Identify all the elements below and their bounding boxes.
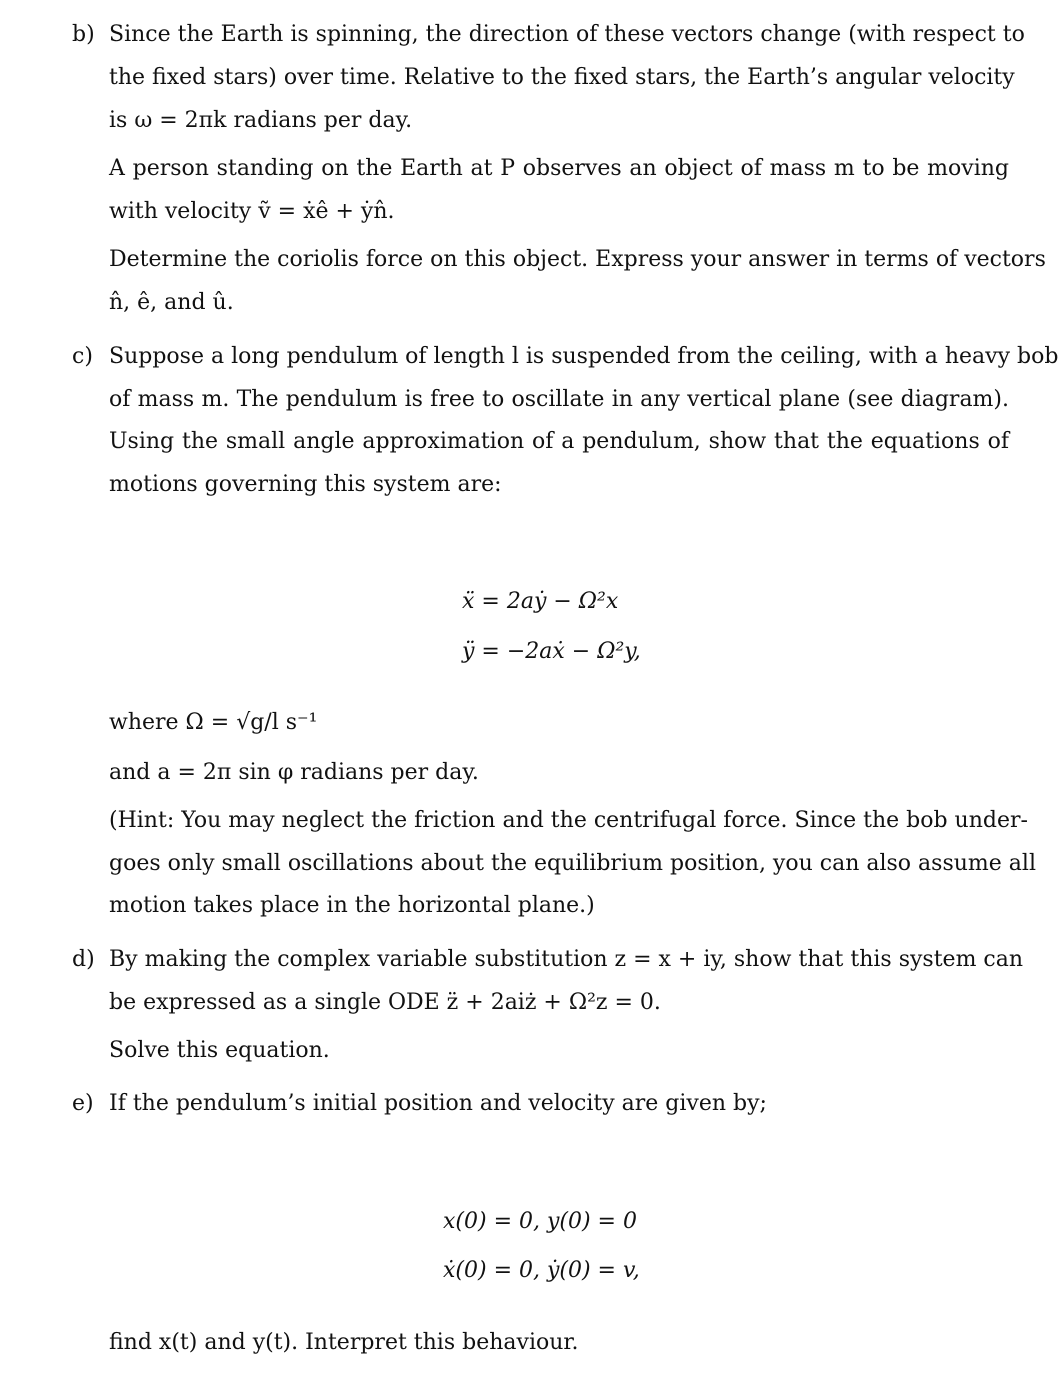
- part-b-text-line-3: is ω = 2πk radians per day.: [109, 108, 413, 133]
- part-b-observer-line-2: with velocity ṽ = ẋê + ẏn̂.: [109, 199, 395, 224]
- omega-definition: where Ω = √g/l s⁻¹: [109, 710, 318, 735]
- part-c-label: c): [72, 344, 93, 369]
- part-b-label: b): [72, 22, 95, 47]
- part-e-text: If the pendulum’s initial position and velocity are given by;: [109, 1091, 767, 1116]
- initial-velocity-conditions: ẋ(0) = 0, ẏ(0) = v,: [443, 1258, 640, 1283]
- part-b-text-line-1: Since the Earth is spinning, the direction of these vectors change (with respect to: [109, 22, 1025, 47]
- part-b-task-line-1: Determine the coriolis force on this object. Express your answer in terms of vectors: [109, 247, 1046, 272]
- a-definition: and a = 2π sin φ radians per day.: [109, 760, 479, 785]
- part-c-text-line-2: of mass m. The pendulum is free to oscillate in any vertical plane (see diagram).: [109, 387, 1009, 412]
- hint-line-3: motion takes place in the horizontal plane.): [109, 893, 595, 918]
- part-e-label: e): [72, 1091, 94, 1116]
- part-b-task-line-2: n̂, ê, and û.: [109, 290, 234, 315]
- part-b-text-line-2: the fixed stars) over time. Relative to the fixed stars, the Earth’s angular velocity: [109, 65, 1015, 90]
- part-d-label: d): [72, 947, 95, 972]
- part-b-observer-line-1: A person standing on the Earth at P observes an object of mass m to be moving: [109, 156, 1009, 181]
- part-d-text-line-1: By making the complex variable substitution z = x + iy, show that this system can: [109, 947, 1024, 972]
- part-c-text-line-4: motions governing this system are:: [109, 472, 502, 497]
- part-d-text-line-2: be expressed as a single ODE z̈ + 2aiż + Ω²z = 0.: [109, 990, 661, 1015]
- equation-y-ddot: ÿ = −2aẋ − Ω²y,: [462, 639, 641, 664]
- equation-x-ddot: ẍ = 2aẏ − Ω²x: [462, 589, 619, 614]
- hint-line-1: (Hint: You may neglect the friction and the centrifugal force. Since the bob under-: [109, 808, 1028, 833]
- part-d-solve: Solve this equation.: [109, 1038, 330, 1063]
- part-c-text-line-1: Suppose a long pendulum of length l is suspended from the ceiling, with a heavy bob: [109, 344, 1059, 369]
- part-c-text-line-3: Using the small angle approximation of a pendulum, show that the equations of: [109, 429, 1009, 454]
- part-e-find: find x(t) and y(t). Interpret this behaviour.: [109, 1330, 579, 1355]
- initial-position-conditions: x(0) = 0, y(0) = 0: [443, 1209, 637, 1234]
- hint-line-2: goes only small oscillations about the equilibrium position, you can also assume all: [109, 851, 1036, 876]
